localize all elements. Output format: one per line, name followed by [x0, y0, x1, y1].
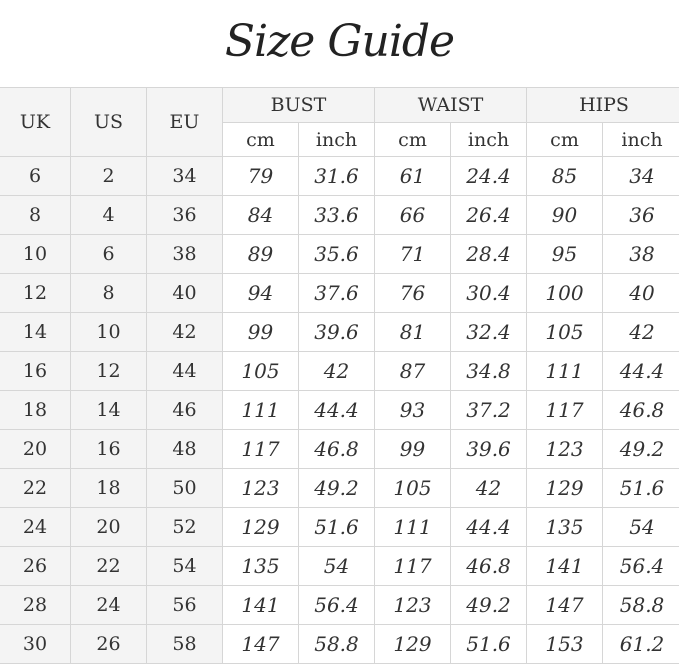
cell-bust-cm: 105: [223, 352, 299, 391]
cell-bust-cm: 129: [223, 508, 299, 547]
cell-uk: 12: [0, 274, 71, 313]
header-row-groups: [0, 88, 679, 123]
cell-hips-cm: 90: [527, 196, 603, 235]
cell-waist-inch: 44.4: [451, 508, 527, 547]
cell-us: 26: [71, 625, 147, 664]
cell-waist-cm: 76: [375, 274, 451, 313]
cell-waist-cm: 123: [375, 586, 451, 625]
cell-waist-cm: 129: [375, 625, 451, 664]
cell-eu: 48: [147, 430, 223, 469]
cell-waist-cm: 81: [375, 313, 451, 352]
table-row: [0, 274, 679, 313]
cell-us: 12: [71, 352, 147, 391]
cell-bust-cm: 94: [223, 274, 299, 313]
cell-hips-inch: 36: [603, 196, 679, 235]
cell-bust-inch: 56.4: [299, 586, 375, 625]
cell-waist-cm: 93: [375, 391, 451, 430]
cell-hips-inch: 44.4: [603, 352, 679, 391]
cell-bust-inch: 44.4: [299, 391, 375, 430]
cell-bust-inch: 58.8: [299, 625, 375, 664]
table-row: [0, 469, 679, 508]
cell-waist-inch: 24.4: [451, 157, 527, 196]
cell-waist-inch: 32.4: [451, 313, 527, 352]
cell-bust-cm: 135: [223, 547, 299, 586]
cell-waist-inch: 26.4: [451, 196, 527, 235]
cell-bust-cm: 117: [223, 430, 299, 469]
cell-hips-cm: 123: [527, 430, 603, 469]
header-us: US: [71, 88, 147, 157]
cell-us: 10: [71, 313, 147, 352]
cell-hips-inch: 49.2: [603, 430, 679, 469]
header-bust-cm: cm: [223, 123, 299, 157]
cell-us: 16: [71, 430, 147, 469]
cell-hips-inch: 40: [603, 274, 679, 313]
header-eu: EU: [147, 88, 223, 157]
cell-uk: 18: [0, 391, 71, 430]
cell-bust-inch: 54: [299, 547, 375, 586]
cell-bust-cm: 99: [223, 313, 299, 352]
table-row: [0, 196, 679, 235]
cell-hips-cm: 147: [527, 586, 603, 625]
table-row: [0, 586, 679, 625]
size-table-body: [0, 157, 679, 664]
cell-eu: 44: [147, 352, 223, 391]
cell-bust-inch: 46.8: [299, 430, 375, 469]
cell-hips-inch: 56.4: [603, 547, 679, 586]
cell-hips-cm: 95: [527, 235, 603, 274]
cell-bust-inch: 31.6: [299, 157, 375, 196]
header-uk: UK: [0, 88, 71, 157]
header-waist: WAIST: [375, 88, 527, 123]
cell-hips-cm: 105: [527, 313, 603, 352]
cell-bust-cm: 84: [223, 196, 299, 235]
cell-bust-cm: 141: [223, 586, 299, 625]
cell-hips-cm: 135: [527, 508, 603, 547]
table-row: [0, 547, 679, 586]
cell-waist-inch: 34.8: [451, 352, 527, 391]
cell-waist-cm: 117: [375, 547, 451, 586]
cell-bust-inch: 33.6: [299, 196, 375, 235]
cell-hips-cm: 111: [527, 352, 603, 391]
cell-waist-inch: 49.2: [451, 586, 527, 625]
cell-eu: 52: [147, 508, 223, 547]
cell-bust-cm: 123: [223, 469, 299, 508]
header-waist-cm: cm: [375, 123, 451, 157]
header-waist-inch: inch: [451, 123, 527, 157]
cell-uk: 16: [0, 352, 71, 391]
cell-eu: 40: [147, 274, 223, 313]
cell-waist-inch: 37.2: [451, 391, 527, 430]
cell-eu: 50: [147, 469, 223, 508]
cell-uk: 6: [0, 157, 71, 196]
cell-waist-cm: 87: [375, 352, 451, 391]
cell-eu: 38: [147, 235, 223, 274]
cell-hips-cm: 117: [527, 391, 603, 430]
cell-uk: 30: [0, 625, 71, 664]
cell-bust-cm: 147: [223, 625, 299, 664]
cell-hips-inch: 38: [603, 235, 679, 274]
cell-uk: 28: [0, 586, 71, 625]
cell-us: 2: [71, 157, 147, 196]
cell-uk: 24: [0, 508, 71, 547]
cell-hips-cm: 129: [527, 469, 603, 508]
cell-waist-inch: 42: [451, 469, 527, 508]
cell-bust-inch: 39.6: [299, 313, 375, 352]
table-row: [0, 508, 679, 547]
cell-waist-inch: 51.6: [451, 625, 527, 664]
header-bust-inch: inch: [299, 123, 375, 157]
cell-waist-cm: 71: [375, 235, 451, 274]
table-row: [0, 391, 679, 430]
cell-bust-inch: 35.6: [299, 235, 375, 274]
cell-hips-inch: 58.8: [603, 586, 679, 625]
header-hips-inch: inch: [603, 123, 679, 157]
cell-us: 18: [71, 469, 147, 508]
cell-uk: 8: [0, 196, 71, 235]
cell-hips-cm: 85: [527, 157, 603, 196]
page-title: Size Guide: [224, 16, 455, 67]
cell-us: 8: [71, 274, 147, 313]
cell-waist-inch: 28.4: [451, 235, 527, 274]
cell-uk: 14: [0, 313, 71, 352]
header-hips: HIPS: [527, 88, 679, 123]
cell-hips-inch: 61.2: [603, 625, 679, 664]
table-row: [0, 157, 679, 196]
cell-us: 22: [71, 547, 147, 586]
cell-eu: 56: [147, 586, 223, 625]
cell-waist-inch: 46.8: [451, 547, 527, 586]
header-hips-cm: cm: [527, 123, 603, 157]
table-row: [0, 625, 679, 664]
table-row: [0, 430, 679, 469]
table-row: [0, 235, 679, 274]
cell-eu: 42: [147, 313, 223, 352]
cell-bust-inch: 42: [299, 352, 375, 391]
cell-uk: 26: [0, 547, 71, 586]
size-table: [0, 87, 679, 664]
cell-uk: 22: [0, 469, 71, 508]
cell-hips-cm: 100: [527, 274, 603, 313]
cell-eu: 46: [147, 391, 223, 430]
cell-eu: 58: [147, 625, 223, 664]
cell-waist-cm: 66: [375, 196, 451, 235]
table-row: [0, 313, 679, 352]
cell-uk: 10: [0, 235, 71, 274]
table-row: [0, 352, 679, 391]
cell-us: 14: [71, 391, 147, 430]
cell-waist-cm: 61: [375, 157, 451, 196]
cell-hips-cm: 153: [527, 625, 603, 664]
cell-hips-inch: 42: [603, 313, 679, 352]
cell-bust-inch: 49.2: [299, 469, 375, 508]
cell-hips-inch: 34: [603, 157, 679, 196]
cell-hips-inch: 51.6: [603, 469, 679, 508]
cell-uk: 20: [0, 430, 71, 469]
cell-bust-cm: 79: [223, 157, 299, 196]
cell-hips-inch: 46.8: [603, 391, 679, 430]
cell-waist-inch: 39.6: [451, 430, 527, 469]
cell-waist-cm: 105: [375, 469, 451, 508]
cell-waist-cm: 99: [375, 430, 451, 469]
cell-us: 6: [71, 235, 147, 274]
cell-us: 20: [71, 508, 147, 547]
cell-eu: 34: [147, 157, 223, 196]
cell-bust-inch: 51.6: [299, 508, 375, 547]
cell-us: 24: [71, 586, 147, 625]
cell-hips-inch: 54: [603, 508, 679, 547]
cell-eu: 36: [147, 196, 223, 235]
cell-bust-cm: 111: [223, 391, 299, 430]
cell-waist-cm: 111: [375, 508, 451, 547]
header-bust: BUST: [223, 88, 375, 123]
cell-hips-cm: 141: [527, 547, 603, 586]
cell-bust-cm: 89: [223, 235, 299, 274]
cell-us: 4: [71, 196, 147, 235]
cell-eu: 54: [147, 547, 223, 586]
cell-waist-inch: 30.4: [451, 274, 527, 313]
cell-bust-inch: 37.6: [299, 274, 375, 313]
